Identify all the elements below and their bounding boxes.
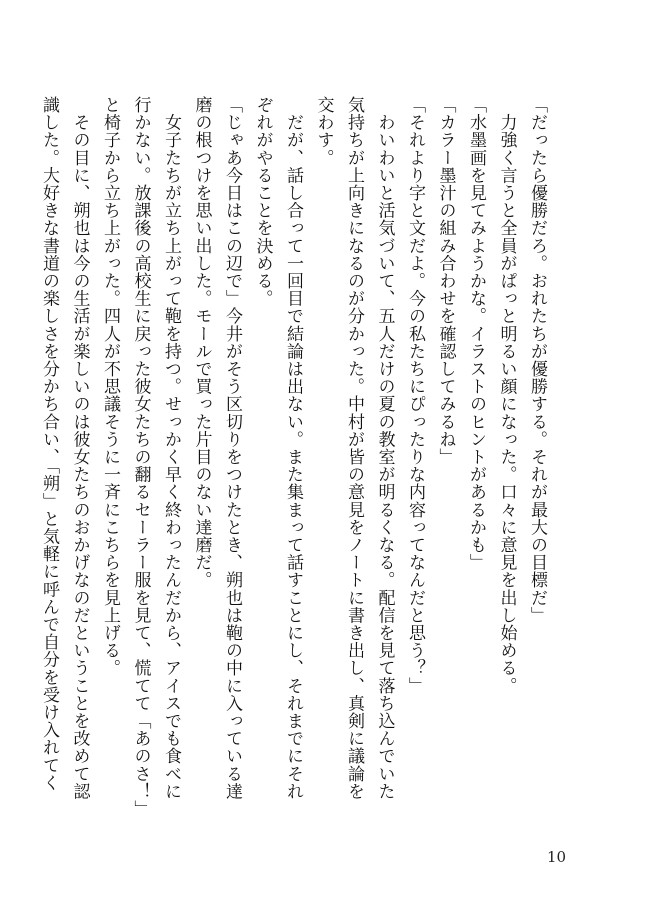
text-line: 「じゃあ今日はこの辺で」今井がそう区切りをつけたとき、朔也は鞄の中に入っている達 (222, 96, 242, 800)
text-line: と椅子から立ち上がった。四人が不思議そうに一斉にこちらを見上げる。 (100, 96, 120, 677)
text-line: 「だったら優勝だろ。おれたちが優勝する。それが最大の目標だ」 (527, 96, 547, 624)
text-line: その目に、朔也は今の生活が楽しいのは彼女たちのおかげなのだということを改めて認 (69, 96, 90, 800)
text-line: だが、話し合って一回目で結論は出ない。また集まって話すことにし、それまでにそれ (283, 96, 303, 800)
page-number: 10 (547, 848, 567, 866)
text-line: 気持ちが上向きになるのが分かった。中村が皆の意見をノートに書き出し、真剣に議論を (344, 96, 364, 800)
text-line: 識した。大好きな書道の楽しさを分かち合い、「朔」と気軽に呼んで自分を受け入れてく (39, 96, 59, 792)
text-line: 「水墨画を見てみようかな。イラストのヒントがあるかも」 (466, 96, 486, 572)
vertical-text-body (34, 96, 553, 856)
text-line: ぞれがやることを決める。 (252, 96, 273, 308)
text-line: 磨の根つけを思い出した。モールで買った片目のない達磨だ。 (191, 96, 212, 589)
text-line: 交わす。 (313, 96, 334, 167)
text-line: わいわいと活気づいて、五人だけの夏の教室が明るくなる。配信を見て落ち込んでいた (374, 96, 395, 800)
text-line: 「カラー墨汁の組み合わせを確認してみるね」 (435, 96, 456, 466)
text-line: 行かない。放課後の高校生に戻った彼女たちの翻るセーラー服を見て、慌てて「あのさ！」 (130, 96, 151, 818)
text-line: 女子たちが立ち上がって鞄を持つ。せっかく早く終わったんだから、アイスでも食べに (161, 96, 181, 800)
text-line: 力強く言うと全員がぱっと明るい顔になった。口々に意見を出し始める。 (496, 96, 517, 695)
text-line: 「それより字と文だよ。今の私たちにぴったりな内容ってなんだと思う？」 (405, 96, 425, 695)
